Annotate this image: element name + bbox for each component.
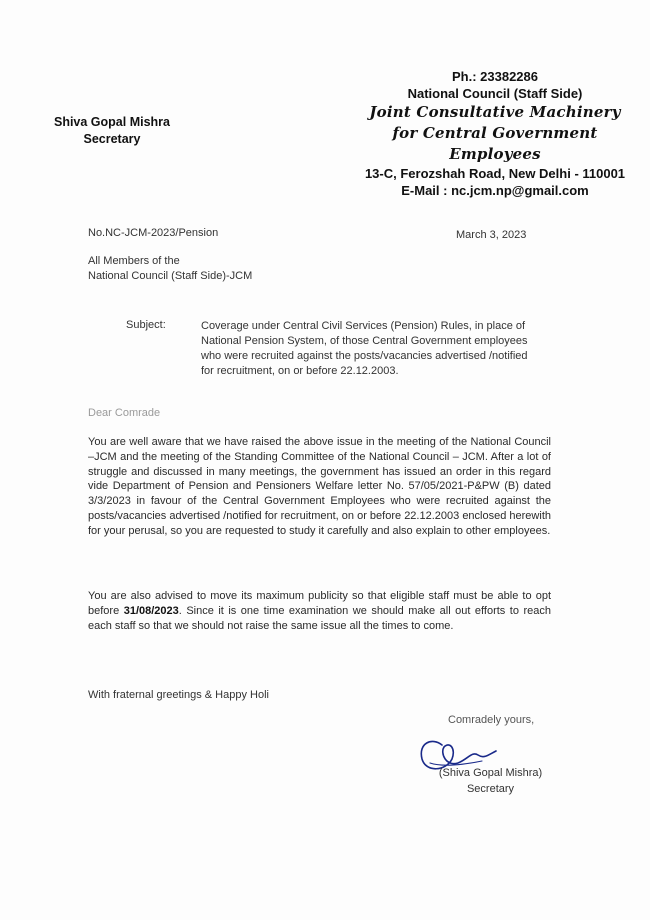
- signatory-name: (Shiva Gopal Mishra): [438, 767, 543, 779]
- recipient-line2: National Council (Staff Side)-JCM: [88, 270, 253, 282]
- letterhead-email: E-Mail : nc.jcm.np@gmail.com: [401, 183, 589, 198]
- letterhead-machinery-line2: for Central Government Employees: [392, 124, 598, 163]
- body-paragraph-2: [88, 589, 551, 633]
- valediction: Comradely yours,: [448, 714, 535, 726]
- subject-text: Coverage under Central Civil Services (Pension) Rules, in place of National Pension System, of those Central Government employees who were recruited against the posts/vacancies advertised /notified for recruitment, on or before 22.12.2003.: [201, 320, 528, 377]
- letterhead-machinery-line1: Joint Consultative Machinery: [369, 103, 621, 121]
- recipient-line1: All Members of the: [88, 255, 180, 267]
- letterhead: [350, 68, 640, 199]
- letterhead-council: National Council (Staff Side): [407, 86, 583, 101]
- salutation: Dear Comrade: [88, 407, 161, 419]
- sender-name: Shiva Gopal Mishra: [53, 115, 170, 129]
- closing-greeting: With fraternal greetings & Happy Holi: [88, 689, 269, 701]
- subject-label: Subject:: [126, 319, 166, 331]
- paragraph2-text-before: You are also advised to move its maximum publicity so that eligible staff must be able to opt before: [88, 590, 551, 617]
- recipient-block: [88, 254, 252, 284]
- reference-number: No.NC-JCM-2023/Pension: [88, 227, 219, 239]
- letterhead-phone: Ph.: 23382286: [451, 69, 538, 84]
- opt-deadline: 31/08/2023: [123, 604, 179, 617]
- body-paragraph-1: You are well aware that we have raised the above issue in the meeting of the National Council –JCM and the meeting of the Standing Committee of the National Council – JCM. After a lot of struggle and discussed in many meetings, the government has issued an order in this regard vide Department of Pension and Pensioners Welfare letter No. 57/05/2021-P&PW (B) dated 3/3/2023 in favour of the Central Government Employees who were recruited against the posts/vacancies advertised /notified for recruitment, on or before 22.12.2003 enclosed herewith for your perusal, so you are requested to study it carefully and also explain to other employees.: [88, 436, 551, 537]
- letter-date: March 3, 2023: [456, 229, 527, 241]
- sender-designation: Secretary: [83, 132, 141, 146]
- paragraph2-text-after: . Since it is one time examination we should make all out efforts to reach each staff so that we should not raise the same issue all the times to come.: [88, 604, 552, 632]
- letterhead-address: 13-C, Ferozshah Road, New Delhi - 110001: [364, 166, 626, 181]
- sender-block: [42, 114, 182, 148]
- signatory-designation: Secretary: [466, 783, 515, 795]
